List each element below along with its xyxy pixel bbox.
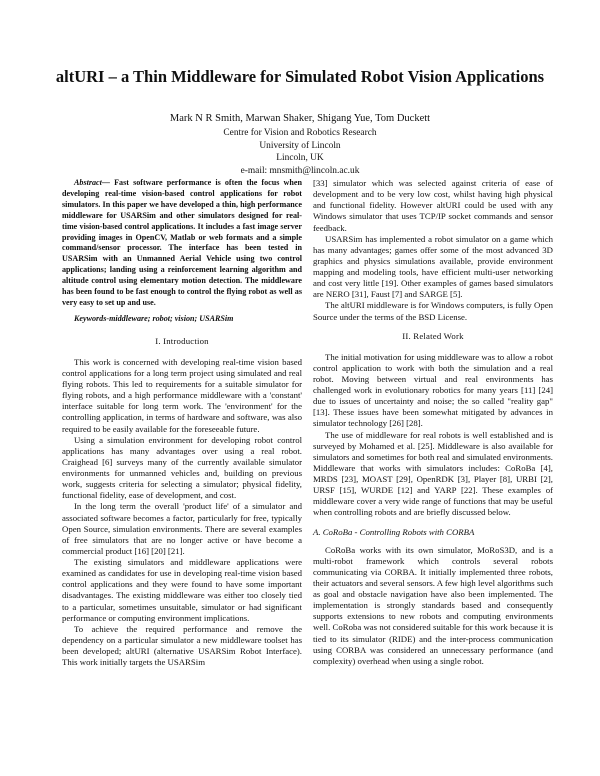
abstract-text: Fast software performance is often the focus when developing real-time vision-based control applications for robot simulators. In this paper we have developed a thin, high performance middleware for USARSim and other simulators designed for real-time vision-based control applications. It includes a fast image server providing images in OpenCV, Matlab or web formats and a simple command/sensor processor. The interface has been tested in USARSim with an Unmanned Aerial Vehicle using two control applications; landing using a reinforcement learning algorithm and altitude control using elementary motion detection. The middleware has been found to be fast enough to control the flying robot as well as very easy to set up and use. bbox=[62, 178, 302, 307]
section-heading-related-work: II. Related Work bbox=[402, 330, 464, 341]
coroba-paragraph-1: CoRoBa works with its own simulator, MoRoS3D, and is a multi-robot framework which controls several robots communicating via CORBA. It initially implemented three robots, their actuators and several sensors. A few high level algorithms such as goal and obstacle navigation have also been implemented. The implementation is strongly standards based and consequently supports extensions to new robots and computing environments well. CoRoba was not considered suitable for this work because it is tied to its simulator (RIDE) and the inter-process communication using CORBA was considered an unnecessary performance (and complexity) overhead when using a single robot. bbox=[313, 544, 553, 666]
subsection-heading-coroba: A. CoRoBa - Controlling Robots with CORBA bbox=[313, 526, 475, 537]
intro-paragraph-4: The existing simulators and middleware applications were examined as candidates for use in developing real-time vision based control applications and they were found to have some important disadvantages. The existing middleware was either too closely tied to a particular, sometimes unsuitable, simulator or had significant performance or computing environment implications. bbox=[62, 557, 302, 623]
affiliation-email: e-mail: mnsmith@lincoln.ac.uk bbox=[240, 165, 360, 176]
section-heading-introduction: I. Introduction bbox=[155, 335, 209, 346]
right-column bbox=[313, 178, 553, 667]
affiliation-location: Lincoln, UK bbox=[276, 153, 324, 164]
intro-paragraph-2: Using a simulation environment for developing robot control applications has many advantages over using a real robot. Craighead [6] surveys many of the currently available simulator environments for unmanned vehicles and, building on previous work, suggests criteria for selecting a simulator; physical fidelity, functional fidelity, ease of development, and cost. bbox=[62, 434, 302, 501]
left-column bbox=[62, 178, 302, 668]
intro-paragraph-5: To achieve the required performance and remove the dependency on a particular simulator a new middleware toolset has been developed; altURI (alternative USARSim Robot Interface). This work initially targets the USARSim bbox=[62, 623, 302, 668]
keywords bbox=[62, 314, 302, 325]
intro-paragraph-1: This work is concerned with developing real-time vision based control applications for a long term project using simulated and real flying robots. This led to requirements for a suitable simulator for flying robots, and a high performance middleware with a 'constant' interface suitable for long term work. The 'environment' for the controlling application, in terms of hardware and software, was also required to be easily available for the foreseeable future. bbox=[62, 356, 302, 434]
continued-paragraph-3: The altURI middleware is for Windows computers, is fully Open Source under the terms of the BSD License. bbox=[313, 300, 553, 322]
intro-paragraph-3: In the long term the overall 'product life' of a simulator and associated software becomes a factor, particularly for free, typically Open Source, simulation environments. There are several examples of free simulators that are no longer active or have become a commercial product [16] [20] [21]. bbox=[62, 501, 302, 556]
abstract bbox=[62, 178, 302, 309]
affiliation-block bbox=[40, 127, 560, 177]
keywords-text: Keywords-middleware; robot; vision; USARSim bbox=[74, 313, 234, 323]
related-paragraph-1: The initial motivation for using middleware was to allow a robot control application to work with both the simulation and a real robot. Moving between virtual and real environments has challenged work in evolutionary robotics for many years [11] [24] due to issues of uncertainty and noise; the so called "reality gap" [13]. These issues have been somewhat mitigated by advances in simulator technology [26] [28]. bbox=[313, 351, 553, 429]
related-paragraph-2: The use of middleware for real robots is well established and is surveyed by Mohamed et al. [25]. Middleware is also available for simulators and sometimes for both real and simulated environments. Middleware that works with simulators includes: CoRoBa [4], MRDS [23], MOAST [29], OpenRDK [3], Player [8], URBI [2], URSF [15], WURDE [12] and YARP [22]. These examples of middleware cover a very wide range of functions that may be useful when controlling robots and are briefly discussed below. bbox=[313, 429, 553, 518]
affiliation-centre: Centre for Vision and Robotics Research bbox=[223, 128, 377, 138]
affiliation-university: University of Lincoln bbox=[259, 140, 341, 151]
continued-paragraph-1: [33] simulator which was selected against criteria of ease of development and to be very low cost, whilst having high physical and functional fidelity. However altURI could be used with any Windows simulator that uses TCP/IP socket commands and sensor feedback. bbox=[313, 178, 553, 233]
author-list: Mark N R Smith, Marwan Shaker, Shigang Yue, Tom Duckett bbox=[169, 113, 431, 124]
continued-paragraph-2: USARSim has implemented a robot simulator on a game which has many advantages; games offer some of the most advanced 3D graphics and physics simulations available, provide environment mapping and modeling tools, have efficient multi-user networking and cost very little [19]. Other examples of games based simulators are NERO [31], Faust [7] and SARGE [5]. bbox=[313, 233, 553, 300]
abstract-label: Abstract— bbox=[74, 178, 110, 187]
paper-title: altURI – a Thin Middleware for Simulated Robot Vision Applications bbox=[55, 67, 545, 86]
